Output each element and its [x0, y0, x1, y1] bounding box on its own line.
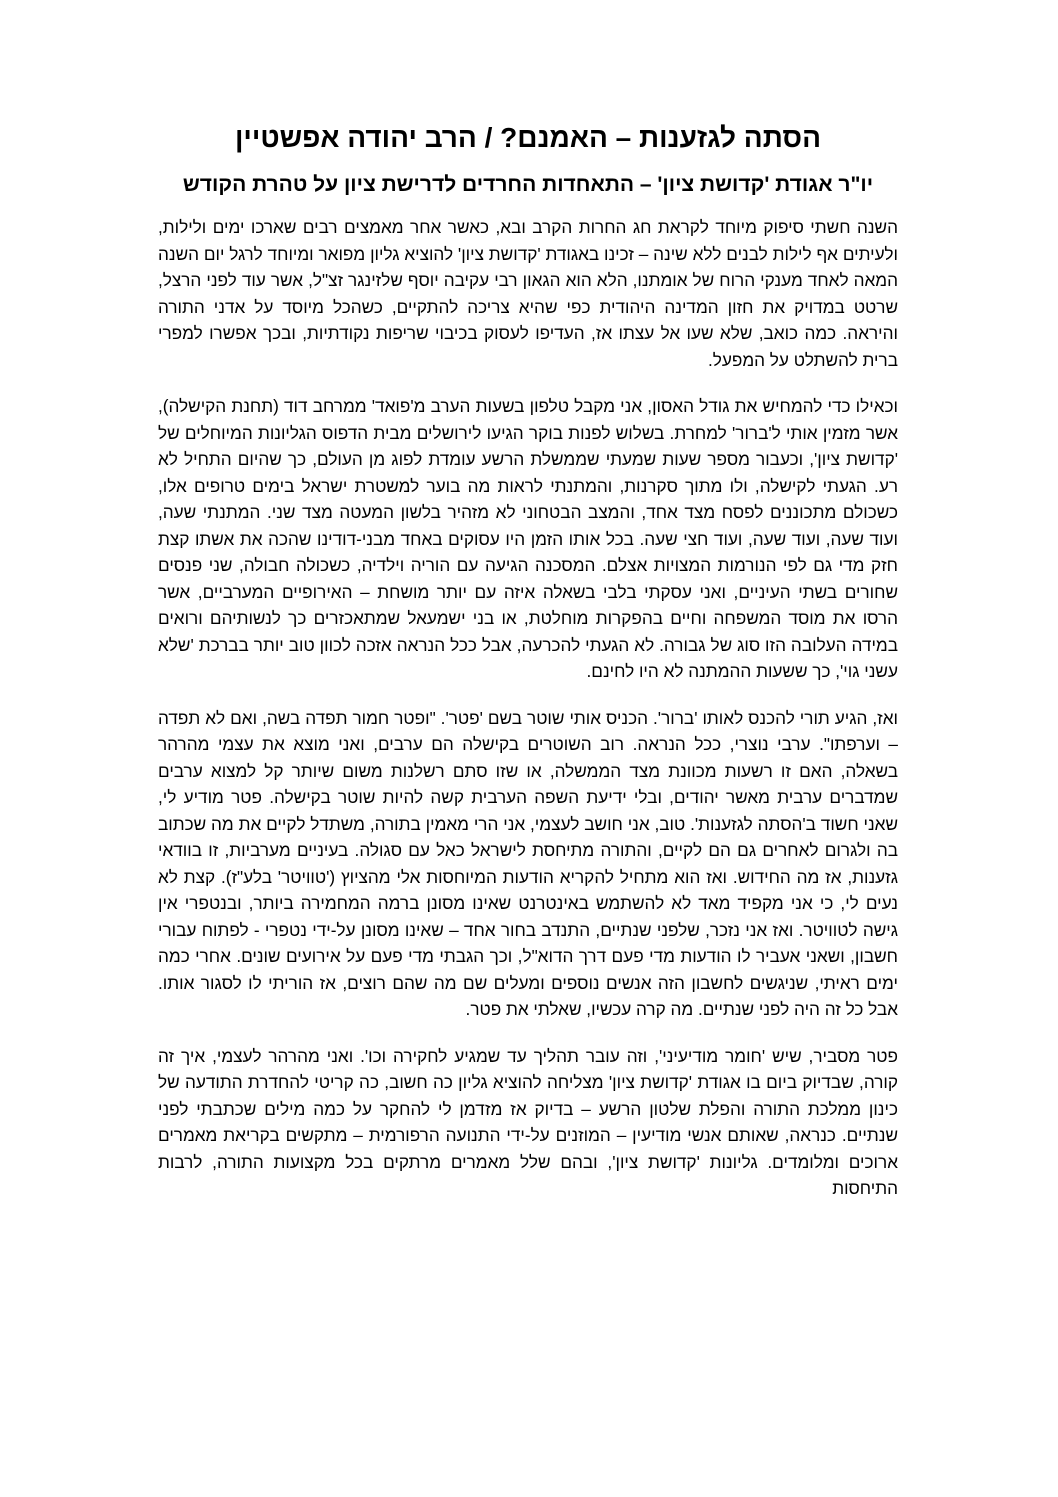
document-title: הסתה לגזענות – האמנם? / הרב יהודה אפשטיין: [234, 122, 822, 153]
paragraph-3: ואז, הגיע תורי להכנס לאותו 'ברור'. הכניס אותי שוטר בשם 'פטר'. "ופטר חמור תפדה בשה, ואם לא תפדה – וערפתו". ערבי נוצרי, ככל הנראה. רוב השוטרים בקישלה הם ערבים, ואני מוצא את עצמי מהרהר בשאלה, האם זו רשעות מכוונת מצד הממשלה, או שזו סתם רשלנות משום שיותר קל למצוא ערבים שמדברים ערבית מאשר יהודים, ובלי ידיעת השפה הערבית קשה להיות שוטר בקישלה. פטר מודיע לי, שאני חשוד ב'הסתה לגזענות'. טוב, אני חושב לעצמי, אני הרי מאמין בתורה, משתדל לקיים את מה שכתוב בה ולגרום לאחרים גם הם לקיים, והתורה מתיחסת לישראל כאל עם סגולה. בעיניים מערביות, זו בוודאי גזענות, אז מה החידוש. ואז הוא מתחיל להקריא הודעות המיוחסות אלי מהציוץ ('טוויטר' בלע"ז). קצת לא נעים לי, כי אני מקפיד מאד לא להשתמש באינטרנט שאינו מסונן ברמה המחמירה ביותר, ובנטפרי אין גישה לטוויטר. ואז אני נזכר, שלפני שנתיים, התנדב בחור אחד – שאינו מסונן על-ידי נטפרי - לפתוח עבורי חשבון, ושאני אעביר לו הודעות מדי פעם דרך הדוא"ל, וכך הגבתי מדי פעם על אירועים שונים. אחרי כמה ימים ראיתי, שניגשים לחשבון הזה אנשים נוספים ומעלים שם מה שהם רוצים, אז הוריתי לו לסגור אותו. אבל כל זה היה לפני שנתיים. מה קרה עכשיו, שאלתי את פטר.: [158, 707, 898, 1019]
document-page: [158, 120, 898, 1202]
document-body: [158, 214, 898, 1202]
document-subtitle: יו"ר אגודת 'קדושת ציון' – התאחדות החרדים לדרישת ציון על טהרת הקודש: [182, 173, 874, 196]
paragraph-2: וכאילו כדי להמחיש את גודל האסון, אני מקבל טלפון בשעות הערב מ'פואד' ממרחב דוד (תחנת הקישלה), אשר מזמין אותי ל'ברור' למחרת. בשלוש לפנות בוקר הגיעו לירושלים מבית הדפוס הגליונות המיוחלים של 'קדושת ציון', וכעבור מספר שעות שמעתי שממשלת הרשע עומדת לפוג מן העולם, כך שהיום התחיל לא רע. הגעתי לקישלה, ולו מתוך סקרנות, והמתנתי לראות מה בוער למשטרת ישראל בימים טרופים אלו, כשכולם מתכוננים לפסח מצד אחד, והמצב הבטחוני לא מזהיר בלשון המעטה מצד שני. המתנתי שעה, ועוד שעה, ועוד שעה, ועוד חצי שעה. בכל אותו הזמן היו עסוקים באחד מבני-דודינו שהכה את אשתו קצת חזק מדי גם לפי הנורמות המצויות אצלם. המסכנה הגיעה עם הוריה וילדיה, כשכולה חבולה, שני פנסים שחורים בשתי העיניים, ואני עסקתי בלבי בשאלה איזה עם יותר מושחת – האירופיים המערביים, אשר הרסו את מוסד המשפחה וחיים בהפקרות מוחלטת, או בני ישמעאל שמתאכזרים כך לנשותיהם ורואים במידה העלובה הזו סוג של גבורה. לא הגעתי להכרעה, אבל ככל הנראה אזכה לכוון טוב יותר בברכת 'שלא עשני גוי', כך ששעות ההמתנה לא היו לחינם.: [158, 396, 898, 681]
paragraph-4: פטר מסביר, שיש 'חומר מודיעיני', וזה עובר תהליך עד שמגיע לחקירה וכו'. ואני מהרהר לעצמי, איך זה קורה, שבדיוק ביום בו אגודת 'קדושת ציון' מצליחה להוציא גליון כה חשוב, כה קריטי להחדרת התודעה של כינון ממלכת התורה והפלת שלטון הרשע – בדיוק אז מזדמן לי להחקר על כמה מילים שכתבתי לפני שנתיים. כנראה, שאותם אנשי מודיעין – המוזנים על-ידי התנועה הרפורמית – מתקשים בקריאת מאמרים ארוכים ומלומדים. גליונות 'קדושת ציון', ובהם שלל מאמרים מרתקים בכל מקצועות התורה, לרבות התיחסות: [158, 1045, 898, 1198]
paragraph-1: השנה חשתי סיפוק מיוחד לקראת חג החרות הקרב ובא, כאשר אחר מאמצים רבים שארכו ימים ולילות, ולעיתים אף לילות לבנים ללא שינה – זכינו באגודת 'קדושת ציון' להוציא גליון מפואר ומיוחד לרגל יום השנה המאה לאחד מענקי הרוח של אומתנו, הלא הוא הגאון רבי עקיבה יוסף שלזינגר זצ"ל, אשר עוד לפני הרצל, שרטט במדויק את חזון המדינה היהודית כפי שהיא צריכה להתקיים, כשהכל מיוסד על אדני התורה והיראה. כמה כואב, שלא שעו אל עצתו אז, העדיפו לעסוק בכיבוי שריפות נקודתיות, ובכך אפשרו למפרי ברית להשתלט על המפעל.: [158, 217, 898, 370]
